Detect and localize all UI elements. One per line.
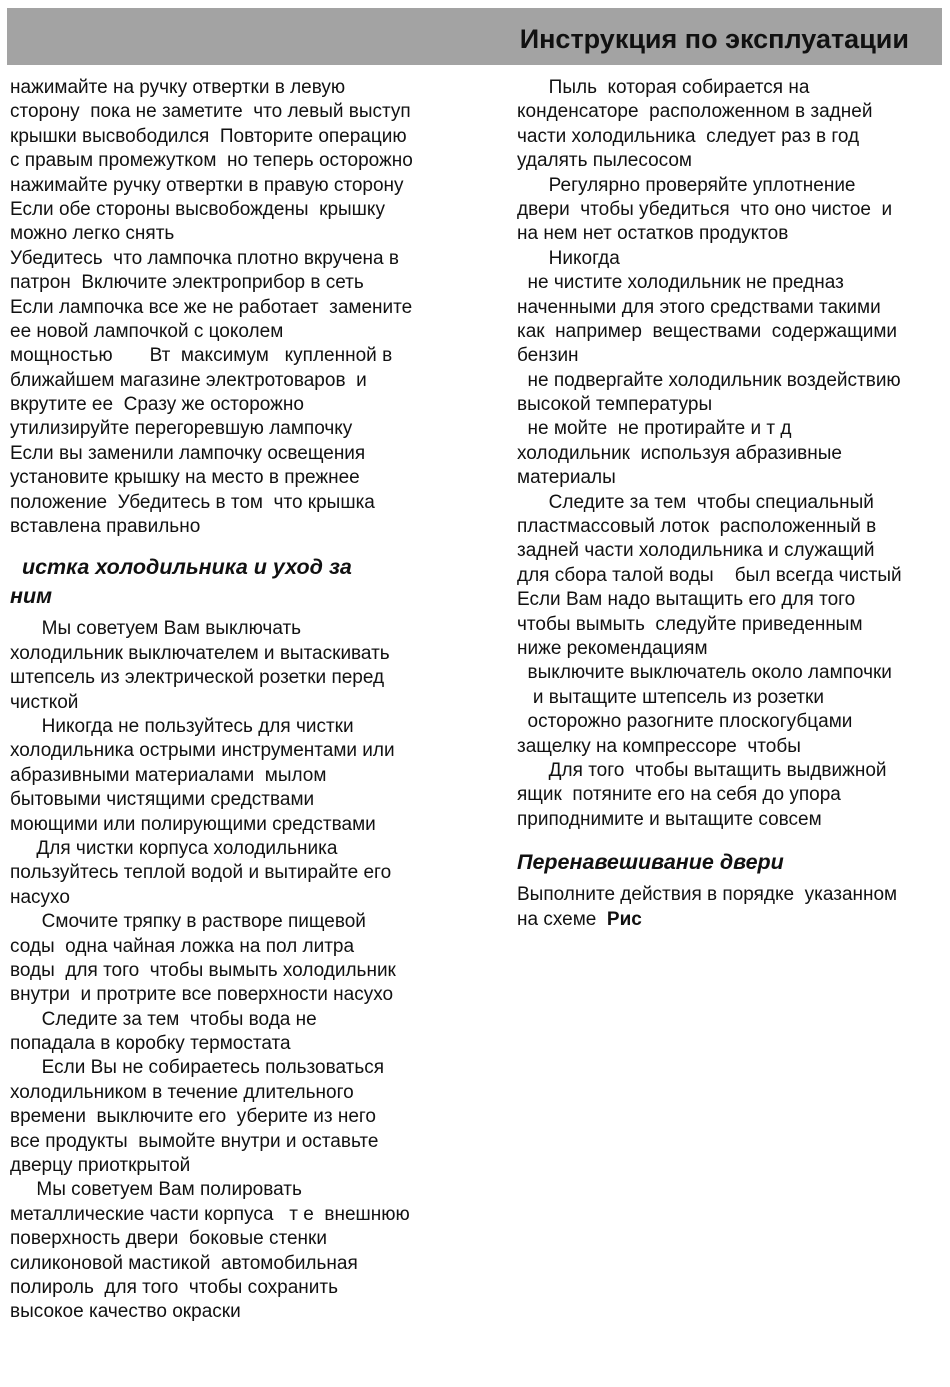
- text-line: установите крышку на место в прежнее: [10, 467, 360, 489]
- text-line: попадала в коробку термостата: [10, 1033, 291, 1055]
- section-title-line: ним: [10, 584, 53, 609]
- header-bar: [7, 8, 942, 65]
- text-line: Регулярно проверяйте уплотнение: [517, 174, 856, 196]
- text-line: воды для того чтобы вымыть холодильник: [10, 959, 396, 981]
- text-line: насухо: [10, 886, 70, 908]
- text-line: для сбора талой воды был всегда чистый: [517, 564, 902, 586]
- text-line: Для того чтобы вытащить выдвижной: [517, 759, 887, 781]
- maintenance-text: [517, 76, 950, 832]
- text-line: наченными для этого средствами такими: [517, 296, 881, 318]
- left-column: [10, 76, 460, 1325]
- text-line: сторону пока не заметите что левый выступ: [10, 101, 411, 123]
- text-line: ближайшем магазине электротоваров и: [10, 369, 367, 391]
- text-line: холодильником в течение длительного: [10, 1081, 354, 1103]
- text-line: вкрутите ее Сразу же осторожно: [10, 394, 304, 416]
- text-line: Смочите тряпку в растворе пищевой: [10, 911, 366, 933]
- text-line: Пыль которая собирается на: [517, 77, 810, 98]
- text-line: можно легко снять: [10, 223, 175, 245]
- text-line: Никогда: [517, 247, 620, 269]
- text-line: двери чтобы убедиться что оно чистое и: [517, 198, 893, 220]
- text-line: вставлена правильно: [10, 516, 201, 538]
- text-line: части холодильника следует раз в год: [517, 125, 860, 147]
- text-line: пластмассовый лоток расположенный в: [517, 516, 877, 538]
- text-line: нажимайте на ручку отвертки в левую: [10, 77, 346, 98]
- text-line: холодильника острыми инструментами или: [10, 740, 395, 762]
- text-line: штепсель из электрической розетки перед: [10, 667, 385, 689]
- text-line: Если Вам надо вытащить его для того: [517, 589, 856, 611]
- text-line: Если Вы не собираетесь пользоваться: [10, 1057, 385, 1079]
- text-fragment: на схеме: [517, 908, 607, 930]
- cleaning-section-heading: [10, 553, 460, 611]
- text-line: Если вы заменили лампочку освещения: [10, 442, 366, 464]
- text-line: пользуйтесь теплой водой и вытирайте его: [10, 862, 392, 884]
- text-line: задней части холодильника и служащий: [517, 540, 875, 562]
- text-line: высокой температуры: [517, 394, 713, 416]
- text-line: Убедитесь что лампочка плотно вкручена в: [10, 247, 399, 269]
- text-line: не чистите холодильник не предназ: [517, 272, 844, 294]
- right-column: [517, 76, 950, 932]
- text-line: Для чистки корпуса холодильника: [10, 837, 338, 859]
- text-line: соды одна чайная ложка на пол литра: [10, 935, 355, 957]
- text-line: времени выключите его уберите из него: [10, 1106, 376, 1128]
- text-line: патрон Включите электроприбор в сеть: [10, 272, 364, 294]
- text-line: как например веществами содержащими: [517, 320, 898, 342]
- text-line: металлические части корпуса т е внешнюю: [10, 1203, 410, 1225]
- text-line: бытовыми чистящими средствами: [10, 789, 315, 811]
- text-line: Если обе стороны высвобождены крышку: [10, 198, 385, 220]
- text-line: бензин: [517, 345, 579, 367]
- text-line: Если лампочка все же не работает замените: [10, 296, 413, 318]
- text-line: полироль для того чтобы сохранить: [10, 1276, 339, 1298]
- text-line: удалять пылесосом: [517, 150, 692, 172]
- cleaning-section-text: [10, 617, 460, 1324]
- text-line: конденсаторе расположенном в задней: [517, 101, 873, 123]
- text-line: чтобы вымыть следуйте приведенным: [517, 613, 863, 635]
- text-line: поверхность двери боковые стенки: [10, 1228, 327, 1250]
- text-line: Следите за тем чтобы вода не: [10, 1008, 317, 1030]
- text-line: не подвергайте холодильник воздействию: [517, 369, 901, 391]
- text-line: ниже рекомендациям: [517, 637, 708, 659]
- text-line: с правым промежутком но теперь осторожно: [10, 150, 413, 172]
- text-line: и вытащите штепсель из розетки: [517, 686, 824, 708]
- text-line: чисткой: [10, 691, 79, 713]
- text-line: положение Убедитесь в том что крышка: [10, 491, 375, 513]
- text-line: силиконовой мастикой автомобильная: [10, 1252, 358, 1274]
- text-line: не мойте не протирайте и т д: [517, 418, 792, 440]
- text-line: абразивными материалами мылом: [10, 764, 327, 786]
- section-title-line: истка холодильника и уход за: [10, 555, 352, 580]
- text-line: мощностью Вт максимум купленной в: [10, 345, 393, 367]
- text-line: приподнимите и вытащите совсем: [517, 808, 822, 830]
- text-line: холодильник используя абразивные: [517, 442, 842, 464]
- text-line: высокое качество окраски: [10, 1301, 241, 1323]
- text-line: Мы советуем Вам выключать: [10, 618, 302, 640]
- text-line: Мы советуем Вам полировать: [10, 1179, 302, 1201]
- text-line: выключите выключатель около лампочки: [517, 662, 892, 684]
- text-line: Следите за тем чтобы специальный: [517, 491, 874, 513]
- text-line: моющими или полирующими средствами: [10, 813, 376, 835]
- text-line: материалы: [517, 467, 616, 489]
- door-rehang-section-heading: [517, 848, 950, 877]
- text-line: Выполните действия в порядке указанном: [517, 884, 898, 906]
- text-line: [517, 908, 950, 932]
- figure-reference: Рис: [606, 908, 642, 930]
- text-line: ее новой лампочкой с цоколем: [10, 320, 284, 342]
- text-line: на нем нет остатков продуктов: [517, 223, 789, 245]
- text-line: холодильник выключателем и вытаскивать: [10, 642, 390, 664]
- door-rehang-text: [517, 883, 950, 932]
- text-line: ящик потяните его на себя до упора: [517, 784, 841, 806]
- text-line: дверцу приоткрытой: [10, 1155, 191, 1177]
- text-line: внутри и протрите все поверхности насухо: [10, 984, 394, 1006]
- section-title-line: Перенавешивание двери: [517, 850, 784, 875]
- text-line: нажимайте ручку отвертки в правую сторону: [10, 174, 404, 196]
- text-line: крышки высвободился Повторите операцию: [10, 125, 407, 147]
- text-line: Никогда не пользуйтесь для чистки: [10, 715, 354, 737]
- page-title: Инструкция по эксплуатации: [519, 24, 909, 54]
- text-line: осторожно разогните плоскогубцами: [517, 711, 853, 733]
- lamp-replacement-text: [10, 76, 460, 539]
- text-line: утилизируйте перегоревшую лампочку: [10, 418, 353, 440]
- text-line: все продукты вымойте внутри и оставьте: [10, 1130, 379, 1152]
- text-line: защелку на компрессоре чтобы: [517, 735, 801, 757]
